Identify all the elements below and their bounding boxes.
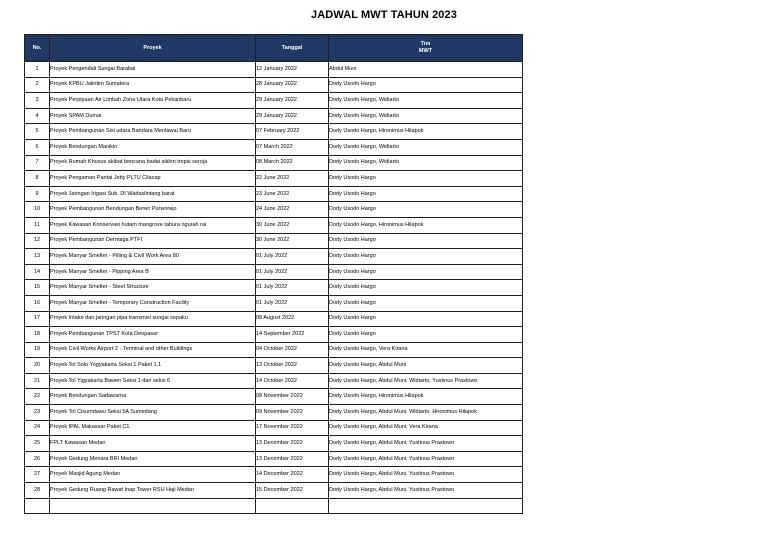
cell-no: 22 (25, 389, 50, 405)
cell-no: 18 (25, 327, 50, 343)
cell-proyek: Proyek IPAL Makassar Paket C1 (50, 420, 256, 436)
cell-no: 6 (25, 139, 50, 155)
cell-tanggal: 17 November 2022 (256, 420, 329, 436)
cell-proyek: Proyek Manyar Smelter - Steel Structure (50, 280, 256, 296)
cell-tanggal: 08 November 2022 (256, 389, 329, 405)
empty-cell (25, 498, 50, 514)
cell-proyek: Proyek Bendungan Sadawarna (50, 389, 256, 405)
table-row (25, 139, 523, 155)
empty-cell (329, 498, 523, 514)
empty-cell (50, 498, 256, 514)
cell-tim: Dody Usodo Hargo (329, 280, 523, 296)
cell-proyek: Proyek Tol Solo Yogyakarta Seksi 1 Paket 1.1 (50, 358, 256, 374)
cell-tanggal: 14 October 2022 (256, 373, 329, 389)
cell-tanggal: 07 February 2022 (256, 124, 329, 140)
table-row (25, 171, 523, 187)
table-row (25, 420, 523, 436)
cell-tim: Dody Usodo Hargo (329, 186, 523, 202)
cell-no: 7 (25, 155, 50, 171)
cell-tim: Dody Usodo Hargo, Widiarto (329, 93, 523, 109)
cell-proyek: Proyek Pengaman Pantai Jetty PLTU Cilacap (50, 171, 256, 187)
table-row (25, 62, 523, 78)
table-row (25, 280, 523, 296)
cell-tim: Dody Usodo Hargo, Hironimus Hilapok (329, 124, 523, 140)
cell-proyek: Proyek Pembangunan TPST Kota Denpasar (50, 327, 256, 343)
cell-no: 21 (25, 373, 50, 389)
cell-proyek: Proyek Manyar Smelter - Pipping Area B (50, 264, 256, 280)
cell-tim: Dody Usodo Hargo (329, 171, 523, 187)
cell-proyek: Proyek SPAM Dumai (50, 108, 256, 124)
table-row (25, 233, 523, 249)
cell-tanggal: 01 July 2022 (256, 264, 329, 280)
cell-no: 10 (25, 202, 50, 218)
header-tim-line1: Tim (420, 41, 431, 47)
cell-tanggal: 08 March 2022 (256, 155, 329, 171)
cell-no: 12 (25, 233, 50, 249)
table-row (25, 77, 523, 93)
cell-no: 20 (25, 358, 50, 374)
table-row (25, 249, 523, 265)
table-row (25, 342, 523, 358)
cell-tanggal: 14 December 2022 (256, 467, 329, 483)
table-row (25, 483, 523, 499)
schedule-table (24, 34, 523, 514)
cell-tanggal: 14 September 2022 (256, 327, 329, 343)
cell-tim: Dody Usodo Hargo, Abdul Muni, Widiarto, Hironimus Hilapok (329, 405, 523, 421)
cell-proyek: FPLT Kawasan Medan (50, 436, 256, 452)
cell-tanggal: 04 October 2022 (256, 342, 329, 358)
cell-tim: Abdul Muni (329, 62, 523, 78)
cell-no: 1 (25, 62, 50, 78)
cell-proyek: Proyek Tol Yigyakarta Bawen Seksi 1 dan seksi 6 (50, 373, 256, 389)
table-row (25, 405, 523, 421)
cell-proyek: Proyek Tol Cisumdawu Seksi 5A Sumedang (50, 405, 256, 421)
cell-tim: Dody Usodo Hargo, Abdul Muni, Yustinus Prastowo (329, 436, 523, 452)
table-row (25, 389, 523, 405)
cell-no: 2 (25, 77, 50, 93)
cell-tim: Dody Usodo Hargo, Hironimus Hilapok (329, 389, 523, 405)
cell-tim: Dody Usodo Hargo, Widiarto (329, 108, 523, 124)
cell-proyek: Proyek KPBU Jalintim Sumatera (50, 77, 256, 93)
cell-tanggal: 01 July 2022 (256, 280, 329, 296)
cell-proyek: Proyek Jaringan Irigasi Sub. DI Wadaslintang barat (50, 186, 256, 202)
header-tim-mwt (329, 35, 523, 62)
table-row (25, 373, 523, 389)
table-row (25, 202, 523, 218)
table-row (25, 264, 523, 280)
cell-no: 13 (25, 249, 50, 265)
cell-no: 8 (25, 171, 50, 187)
table-row (25, 311, 523, 327)
cell-proyek: Proyek Gedung Menara BRI Medan (50, 451, 256, 467)
table-row (25, 295, 523, 311)
cell-tanggal: 24 June 2022 (256, 202, 329, 218)
cell-tim: Dody Usodo Hargo (329, 233, 523, 249)
cell-tanggal: 29 January 2022 (256, 108, 329, 124)
cell-tim: Dody Usodo Hargo, Abdul Muni, Widiarto, Yustinus Prastowo (329, 373, 523, 389)
cell-tanggal: 12 January 2022 (256, 62, 329, 78)
cell-tanggal: 15 December 2022 (256, 483, 329, 499)
cell-no: 9 (25, 186, 50, 202)
document-title: JADWAL MWT TAHUN 2023 (311, 9, 457, 21)
empty-row (25, 498, 523, 514)
cell-proyek: Proyek Rumah Khusus akibat bencana badai siklon tropis seroja (50, 155, 256, 171)
cell-tanggal: 22 June 2022 (256, 171, 329, 187)
empty-cell (256, 498, 329, 514)
cell-no: 27 (25, 467, 50, 483)
header-tanggal: Tanggal (256, 35, 329, 62)
cell-proyek: Proyek Pengendali Sungai Barabai (50, 62, 256, 78)
cell-tim: Dody Usodo Hargo, Abdul Muni (329, 358, 523, 374)
cell-tanggal: 13 December 2022 (256, 451, 329, 467)
cell-tanggal: 28 January 2022 (256, 77, 329, 93)
table-row (25, 124, 523, 140)
cell-tim: Dody Usodo Hargo, Abdul Muni, Yustinus Prastowo (329, 483, 523, 499)
cell-tanggal: 01 July 2022 (256, 249, 329, 265)
cell-tanggal: 08 August 2022 (256, 311, 329, 327)
cell-proyek: Proyek Intake dan jaringan pipa transmisi sungai sepaku (50, 311, 256, 327)
table-row (25, 327, 523, 343)
cell-tim: Dody Usodo Hargo, Abdul Muni, Vera Kirana (329, 420, 523, 436)
cell-proyek: Proyek Masjid Agung Medan (50, 467, 256, 483)
cell-tim: Dody Usodo Hargo (329, 264, 523, 280)
table-row (25, 358, 523, 374)
cell-tanggal: 13 October 2022 (256, 358, 329, 374)
cell-proyek: Proyek Kawasan Konservasi hutam mangrove tahura ngurah rai (50, 217, 256, 233)
table-row (25, 467, 523, 483)
cell-proyek: Proyek Pembangunan Dermaga PTFI (50, 233, 256, 249)
header-tim-line2: MWT (418, 48, 433, 54)
cell-tim: Dody Usodo Hargo (329, 249, 523, 265)
cell-tim: Dody Usodo Hargo (329, 327, 523, 343)
cell-tanggal: 09 November 2022 (256, 405, 329, 421)
cell-proyek: Proyek Perpipaan Air Limbah Zona Utara Kota Pekanbaru (50, 93, 256, 109)
cell-no: 5 (25, 124, 50, 140)
cell-tanggal: 13 December 2022 (256, 436, 329, 452)
cell-no: 16 (25, 295, 50, 311)
cell-proyek: Proyek Gedung Ruang Rawat Inap Tower RSU Haji Medan (50, 483, 256, 499)
cell-tim: Dody Usodo Hargo (329, 77, 523, 93)
header-proyek: Proyek (50, 35, 256, 62)
cell-tanggal: 30 June 2022 (256, 233, 329, 249)
cell-tanggal: 29 January 2022 (256, 93, 329, 109)
cell-proyek: Proyek Pembangunan Bendungan Bener Purworejo (50, 202, 256, 218)
cell-tim: Dody Usodo Hargo (329, 311, 523, 327)
cell-tanggal: 23 June 2022 (256, 186, 329, 202)
table-row (25, 186, 523, 202)
cell-no: 17 (25, 311, 50, 327)
cell-proyek: Proyek Bendungan Manikin (50, 139, 256, 155)
cell-proyek: Proyek Civil Works Airport 2 - Terminal and other Buildings (50, 342, 256, 358)
cell-tanggal: 01 July 2022 (256, 295, 329, 311)
cell-no: 28 (25, 483, 50, 499)
cell-no: 11 (25, 217, 50, 233)
cell-tim: Dody Usodo Hargo, Abdul Muni, Yustinus Prastowo (329, 467, 523, 483)
cell-proyek: Proyek Manyar Smelter - Pilling & Civil Work Area 80 (50, 249, 256, 265)
cell-tim: Dody Usodo Hargo, Hironimus Hilapok (329, 217, 523, 233)
cell-tim: Dody Usodo Hargo, Vera Kirana (329, 342, 523, 358)
cell-no: 26 (25, 451, 50, 467)
table-row (25, 217, 523, 233)
cell-no: 23 (25, 405, 50, 421)
cell-tim: Dody Usodo Hargo, Widiarto (329, 139, 523, 155)
cell-no: 3 (25, 93, 50, 109)
cell-tanggal: 07 March 2022 (256, 139, 329, 155)
table-row (25, 155, 523, 171)
cell-no: 19 (25, 342, 50, 358)
table-header-row (25, 35, 523, 62)
cell-proyek: Proyek Pembangunan Sisi udara Bandara Mentawai Baru (50, 124, 256, 140)
cell-no: 25 (25, 436, 50, 452)
header-no: No. (25, 35, 50, 62)
cell-no: 15 (25, 280, 50, 296)
table-row (25, 451, 523, 467)
cell-no: 14 (25, 264, 50, 280)
cell-tim: Dody Usodo Hargo, Abdul Muni, Yustinus Prastowo (329, 451, 523, 467)
cell-no: 4 (25, 108, 50, 124)
cell-proyek: Proyek Manyar Smelter - Temporary Construction Facility (50, 295, 256, 311)
cell-no: 24 (25, 420, 50, 436)
cell-tim: Dody Usodo Hargo, Widiarto (329, 155, 523, 171)
cell-tanggal: 30 June 2022 (256, 217, 329, 233)
table-row (25, 93, 523, 109)
cell-tim: Dody Usodo Hargo (329, 202, 523, 218)
cell-tim: Dody Usodo Hargo (329, 295, 523, 311)
table-row (25, 108, 523, 124)
table-row (25, 436, 523, 452)
